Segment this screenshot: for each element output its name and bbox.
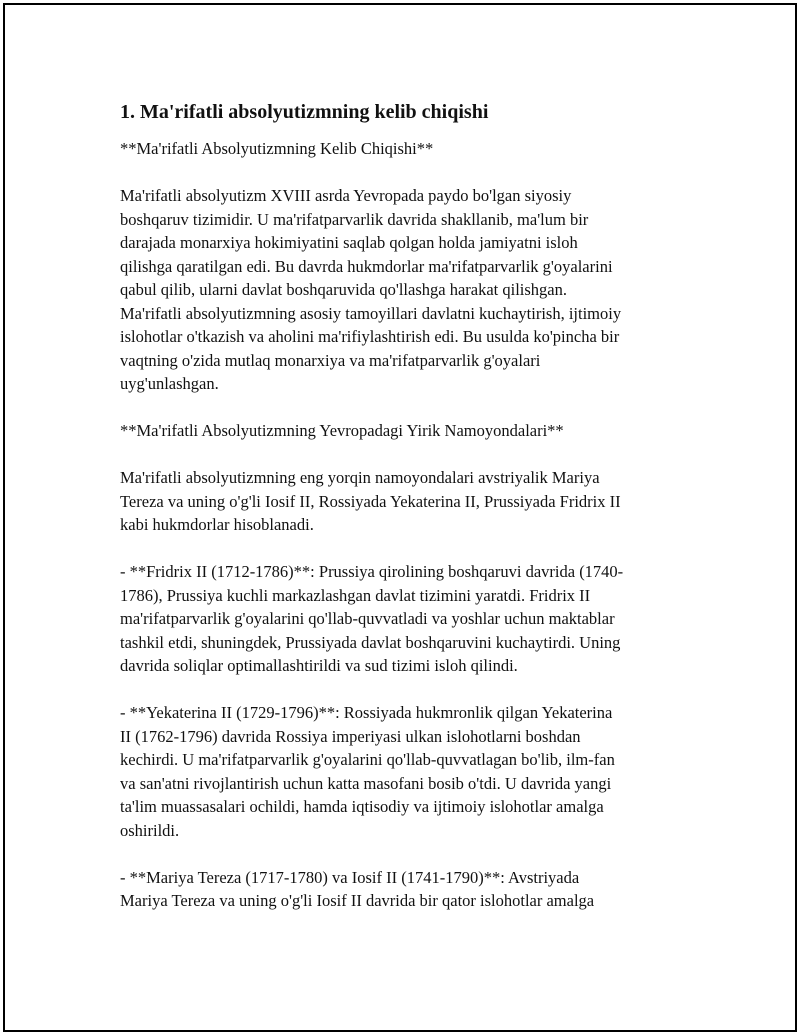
section-heading-origin: **Ma'rifatli Absolyutizmning Kelib Chiqishi** — [120, 139, 434, 158]
list-item-fridrix: - **Fridrix II (1712-1786)**: Prussiya qirolining boshqaruvi davrida (1740- 1786), Prussiya kuchli markazlashgan davlat tizimini yaratdi. Fridrix II ma'rifatparvarlik g'oyalarini qo'llab-quvvatladi va yoshlar uchun maktablar tashkil etdi, shuningdek, Prussiyada davlat boshqaruvini kuchaytirdi. Uning davrida soliqlar optimallashtirildi va sud tizimi isloh qilindi. — [120, 562, 624, 675]
document-page — [3, 3, 797, 1032]
document-content — [120, 99, 688, 936]
document-title: 1. Ma'rifatli absolyutizmning kelib chiqishi — [120, 101, 489, 123]
list-item-yekaterina: - **Yekaterina II (1729-1796)**: Rossiyada hukmronlik qilgan Yekaterina II (1762-1796) davrida Rossiya imperiyasi ulkan islohotlarni boshdan kechirdi. U ma'rifatparvarlik g'oyalarini qo'llab-quvvatlagan bo'lib, ilm-fan va san'atni rivojlantirish uchun katta masofani bosib o'tdi. U davrida yangi ta'lim muassasalari ochildi, hamda iqtisodiy va ijtimoiy islohotlar amalga oshirildi. — [120, 703, 615, 840]
section-heading-representatives: **Ma'rifatli Absolyutizmning Yevropadagi Yirik Namoyondalari** — [120, 421, 564, 440]
list-item-mariya-tereza: - **Mariya Tereza (1717-1780) va Iosif II (1741-1790)**: Avstriyada Mariya Tereza va uning o'g'li Iosif II davrida bir qator islohotlar amalga — [120, 867, 595, 910]
paragraph-origin-text: Ma'rifatli absolyutizm XVIII asrda Yevropada paydo bo'lgan siyosiy boshqaruv tizimidir. U ma'rifatparvarlik davrida shakllanib, ma'lum bir darajada monarxiya hokimiyatini saqlab qolgan holda jamiyatni isloh qilishga qaratilgan edi. Bu davrda hukmdorlar ma'rifatparvarlik g'oyalarini qabul qilib, ularni davlat boshqaruvida qo'llashga harakat qilishgan. Ma'rifatli absolyutizmning asosiy tamoyillari davlatni kuchaytirish, ijtimoiy islohotlar o'tkazish va aholini ma'rifiylashtirish edi. Bu usulda ko'pincha bir vaqtning o'zida mutlaq monarxiya va ma'rifatparvarlik g'oyalari uyg'unlashgan. — [120, 186, 622, 393]
paragraph-representatives-text: Ma'rifatli absolyutizmning eng yorqin namoyondalari avstriyalik Mariya Tereza va uning o'g'li Iosif II, Rossiyada Yekaterina II, Prussiyada Fridrix II kabi hukmdorlar hisoblanadi. — [120, 468, 621, 534]
